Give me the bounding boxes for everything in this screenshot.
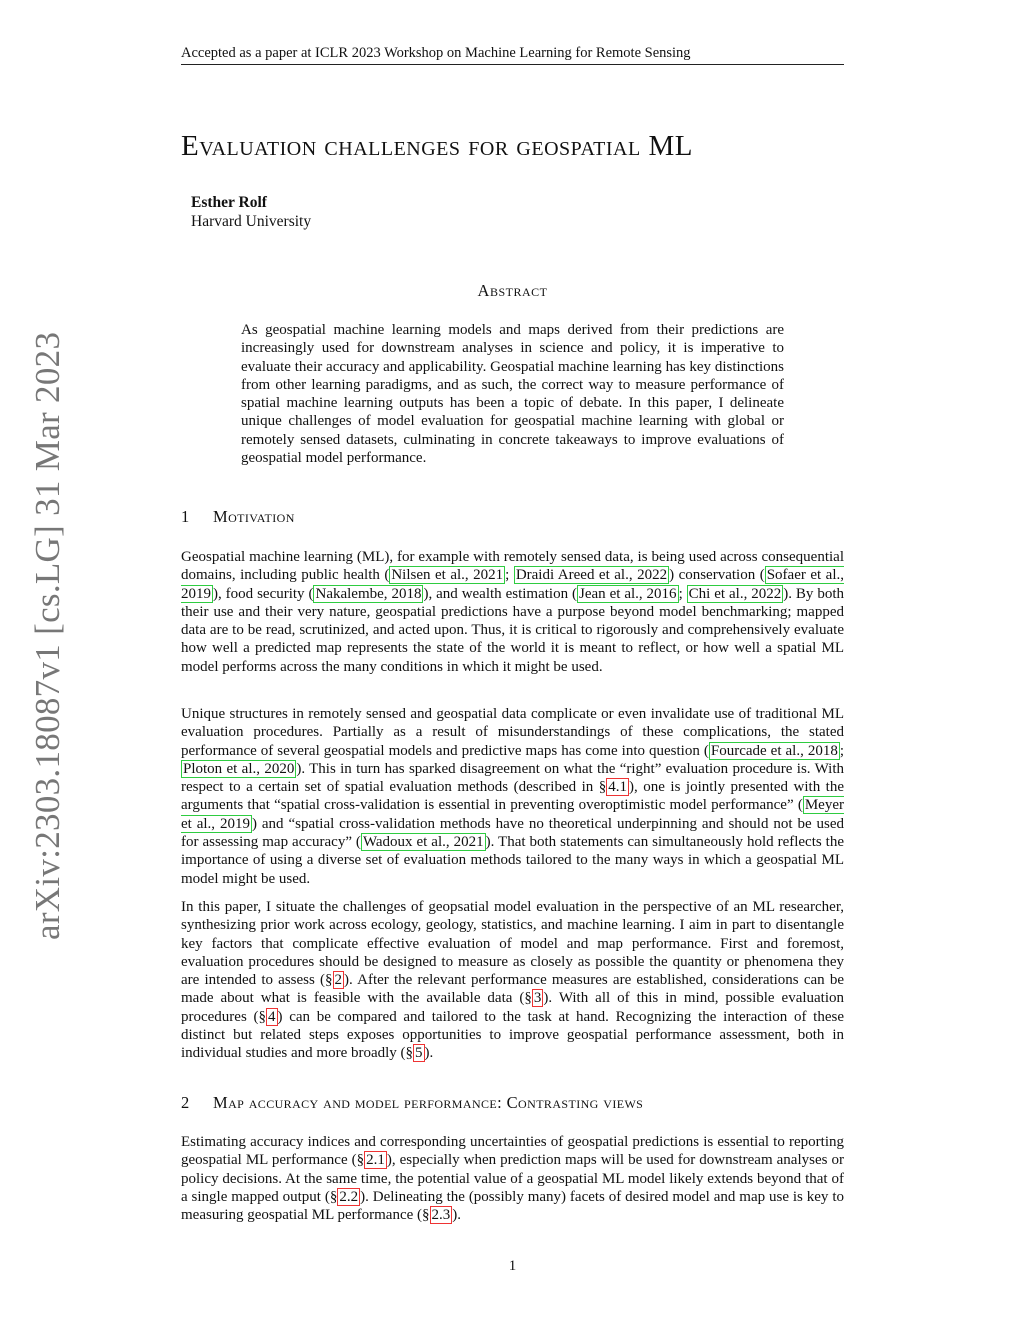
author-affiliation: Harvard University — [191, 213, 312, 230]
section-ref-link[interactable]: 2 — [334, 972, 343, 989]
section-ref-link[interactable]: 5 — [415, 1045, 423, 1062]
abstract-text: As geospatial machine learning models and maps derived from their predictions are increasingly used for downstream analyses in science and policy, it is imperative to evaluate their accuracy and applicability. Geospatial machine learning has key distinctions from other learning paradigms, and as such, the correct way to measure performance of spatial machine learning outputs has been a topic of debate. In this paper, I delineate unique challenges of model evaluation for geospatial machine learning with global or remotely sensed datasets, culminating in concrete takeaways to improve evaluations of geospatial model performance. — [241, 322, 784, 467]
citation-link[interactable]: Nilsen et al., 2021 — [391, 567, 504, 584]
paragraph-motivation-3: In this paper, I situate the challenges of geopsatial model evaluation in the perspective of an ML researcher, synthesizing prior work across ecology, geology, statistics, and machine learning. I aim in part to disentangle key factors that complicate effective evaluation of model and map performance. First and foremost, evaluation procedures should be designed to measure as closely as possible the quantity or phenomena they are intended to assess (§ 2 ). After the relevant performance measures are established, considerations can be made about what is feasible with the available data (§ 3 ). With all of this in mind, possible evaluation procedures (§ 4 ) can be compared and tailored to the task at hand. Recognizing the interaction of these distinct but related steps exposes opportunities to improve geospatial performance assessment, both in individual studies and more broadly (§ 5 ). — [181, 899, 845, 1062]
arxiv-stamp: arXiv:2303.18087v1 [cs.LG] 31 Mar 2023 — [28, 331, 67, 940]
citation-link[interactable]: Jean et al., 2016 — [579, 585, 677, 602]
section-ref-link[interactable]: 2.2 — [339, 1188, 359, 1205]
section-2-heading — [181, 1093, 643, 1113]
section-1-heading — [181, 507, 295, 527]
running-header: Accepted as a paper at ICLR 2023 Workshop on Machine Learning for Remote Sensing — [181, 44, 844, 65]
paragraph-section-2: Estimating accuracy indices and corresponding uncertainties of geospatial predictions is essential to reporting geospatial ML performance (§ 2.1 ), especially when prediction maps will be used for downstream analyses or policy decisions. At the same time, the potential value of a geospatial ML model likely extends beyond that of a single mapped output (§ 2.2 ). Delineating the (possibly many) facets of desired model and map use is key to measuring geospatial ML performance (§ 2.3 ). — [181, 1134, 844, 1224]
author-name: Esther Rolf — [191, 194, 267, 211]
abstract-heading: Abstract — [477, 281, 548, 300]
citation-link[interactable]: Ploton et al., 2020 — [183, 760, 295, 777]
section-number: 2 — [181, 1093, 190, 1112]
section-title-rest: Contrasting views — [506, 1093, 644, 1112]
citation-link[interactable]: Draidi Areed et al., 2022 — [515, 567, 668, 584]
citation-link[interactable]: Sofaer et al., 2019 — [181, 567, 844, 602]
citation-link[interactable]: Meyer et al., 2019 — [181, 797, 844, 832]
citation-link[interactable]: Chi et al., 2022 — [688, 585, 782, 602]
section-ref-link[interactable]: 4 — [268, 1008, 276, 1025]
paragraph-motivation-1: Geospatial machine learning (ML), for example with remotely sensed data, is being used across consequential domains, including public health ( Nilsen et al., 2021 ; Draidi Areed et al., 2022 ) conservation ( Sofaer et al., 2019 ), food security ( Nakalembe, 2018 ), and wealth estimation ( Jean et al., 2016 ; Chi et al., 2022 ). By both their use and their very nature, geospatial predictions have a purpose beyond model benchmarking; mapped data are to be read, scrutinized, and acted upon. Thus, it is critical to rigorously and comprehensively evaluate how well a predicted map represents the state of the world it is meant to reflect, or how well a spatial ML model performs across the many conditions in which it might be used. — [181, 549, 844, 675]
section-number: 1 — [181, 507, 190, 526]
citation-link[interactable]: Wadoux et al., 2021 — [362, 834, 484, 851]
author-block — [191, 193, 311, 231]
section-ref-link[interactable]: 3 — [533, 990, 542, 1007]
citation-link[interactable]: Nakalembe, 2018 — [315, 585, 422, 602]
paper-title — [181, 130, 693, 163]
title-ml: ML — [648, 130, 693, 162]
section-ref-link[interactable]: 2.1 — [366, 1152, 385, 1169]
section-ref-link[interactable]: 4.1 — [608, 779, 628, 796]
citation-link[interactable]: Fourcade et al., 2018 — [710, 742, 838, 759]
section-ref-link[interactable]: 2.3 — [431, 1207, 451, 1224]
title-main: Evaluation challenges for geospatial — [181, 130, 641, 162]
page-number: 1 — [508, 1258, 517, 1274]
section-title: Map accuracy and model performance: — [213, 1093, 507, 1112]
paragraph-motivation-2: Unique structures in remotely sensed and geospatial data complicate or even invalidate use of traditional ML evaluation procedures. Partially as a result of misunderstandings of these complications, the stated performance of several geospatial models and predictive maps has come into question ( Fourcade et al., 2018 ; Ploton et al., 2020 ). This in turn has sparked disagreement on what the “right” evaluation procedure is. With respect to a certain set of spatial evaluation methods (described in § 4.1 ), one is jointly presented with the arguments that “spatial cross-validation is essential in preventing overoptimistic model performance” ( Meyer et al., 2019 ) and “spatial cross-validation methods have no theoretical underpinning and should not be used for assessing map accuracy” ( Wadoux et al., 2021 ). That both statements can simultaneously hold reflects the importance of using a diverse set of evaluation methods tailored to the many ways in which a geospatial ML model might be used. — [181, 706, 845, 887]
section-title: Motivation — [213, 507, 295, 526]
